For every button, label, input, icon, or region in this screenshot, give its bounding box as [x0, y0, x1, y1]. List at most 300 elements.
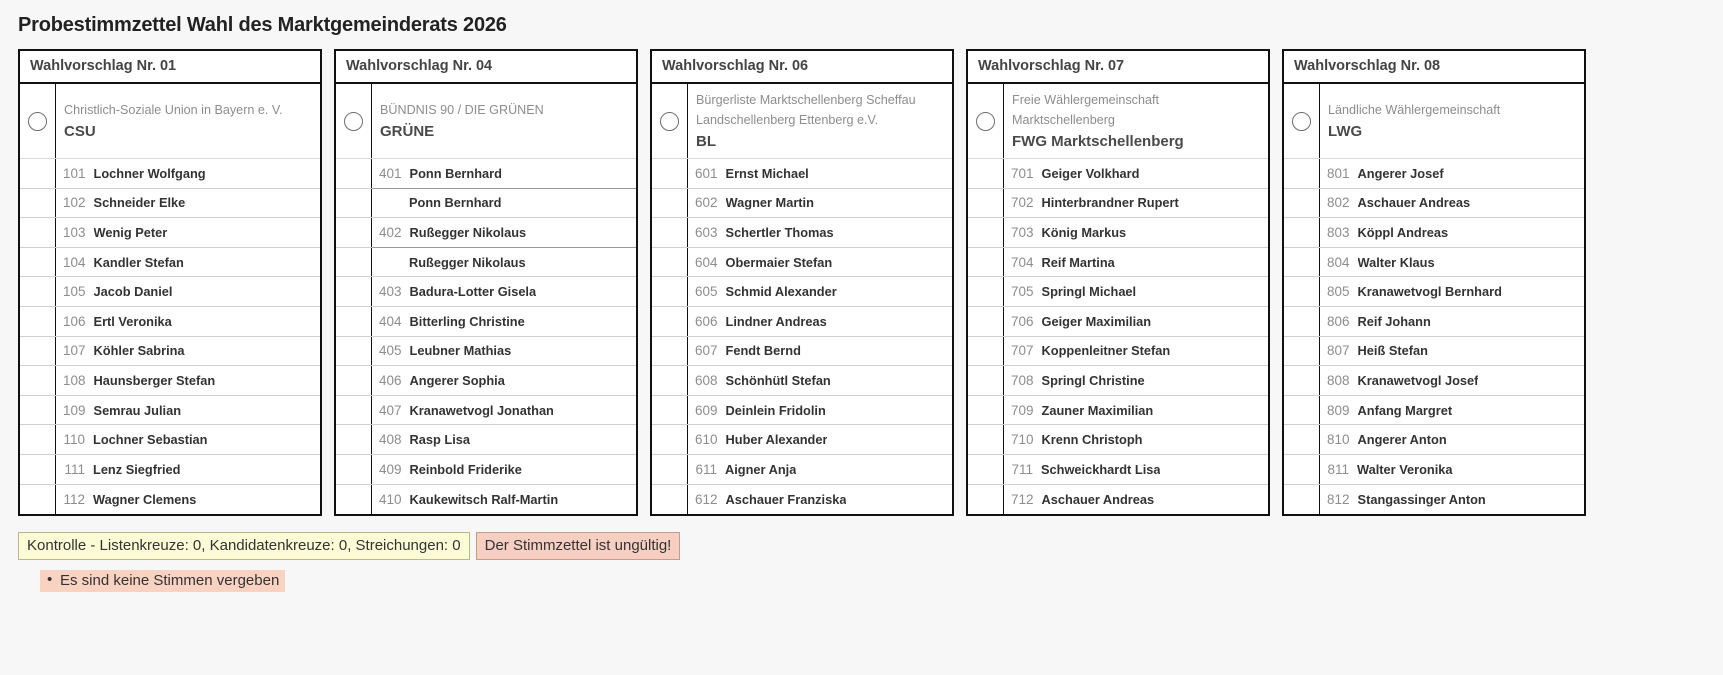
candidate-row[interactable]	[1284, 307, 1584, 337]
candidate-name: Geiger Volkhard	[1041, 165, 1140, 181]
candidate-body	[372, 396, 636, 425]
candidate-row[interactable]	[1284, 218, 1584, 248]
candidate-body	[56, 277, 320, 306]
candidate-row[interactable]	[652, 277, 952, 307]
candidate-body	[56, 248, 320, 277]
candidate-vote-cell[interactable]	[968, 159, 1004, 188]
candidate-number: 711	[1011, 461, 1033, 477]
candidate-vote-cell[interactable]	[20, 248, 56, 277]
candidate-body	[1320, 277, 1584, 306]
proposal-columns	[18, 49, 1723, 516]
party-block[interactable]	[336, 84, 636, 159]
candidate-body	[372, 485, 636, 515]
candidate-name: Rußegger Nikolaus	[409, 254, 526, 270]
candidate-vote-cell[interactable]	[336, 455, 372, 484]
candidate-number: 609	[695, 402, 718, 418]
candidate-row[interactable]	[652, 218, 952, 248]
candidate-row[interactable]	[20, 455, 320, 485]
candidate-vote-cell[interactable]	[1284, 455, 1320, 484]
candidate-row[interactable]	[20, 425, 320, 455]
candidate-vote-cell[interactable]	[336, 366, 372, 395]
candidate-row[interactable]	[20, 307, 320, 337]
candidate-name: Schönhütl Stefan	[725, 372, 831, 388]
page-title: Probestimmzettel Wahl des Marktgemeinderats 2026	[18, 14, 507, 36]
candidate-name: Reif Martina	[1041, 254, 1115, 270]
list-vote-radio-icon[interactable]	[976, 112, 995, 131]
candidate-vote-cell[interactable]	[652, 425, 688, 454]
candidate-name: Leubner Mathias	[409, 343, 512, 359]
candidate-row[interactable]	[968, 366, 1268, 396]
candidate-name: Huber Alexander	[725, 432, 828, 448]
candidate-body	[1320, 159, 1584, 188]
candidate-vote-cell[interactable]	[968, 189, 1004, 218]
candidate-row[interactable]	[968, 189, 1268, 219]
candidate-vote-cell[interactable]	[336, 277, 372, 306]
candidate-vote-cell[interactable]	[652, 455, 688, 484]
party-info	[56, 84, 320, 158]
candidate-row[interactable]	[968, 218, 1268, 248]
candidate-vote-cell[interactable]	[1284, 218, 1320, 247]
list-vote-radio-icon[interactable]	[344, 112, 363, 131]
candidate-number: 602	[695, 195, 718, 211]
candidate-vote-cell[interactable]	[968, 425, 1004, 454]
candidate-body	[372, 366, 636, 395]
candidate-row[interactable]	[968, 396, 1268, 426]
candidate-row[interactable]	[652, 248, 952, 278]
candidate-body	[1004, 455, 1268, 484]
candidate-vote-cell[interactable]	[1284, 307, 1320, 336]
candidate-number: 405	[379, 343, 402, 359]
candidate-name: Ponn Bernhard	[409, 165, 502, 181]
candidate-vote-cell[interactable]	[968, 307, 1004, 336]
candidate-body	[372, 455, 636, 484]
candidate-body	[688, 248, 952, 277]
ballot-validity-badge: Der Stimmzettel ist ungültig!	[476, 532, 681, 560]
candidate-row[interactable]	[1284, 337, 1584, 367]
candidate-row[interactable]	[20, 218, 320, 248]
candidate-body	[1004, 307, 1268, 336]
candidate-body	[688, 189, 952, 218]
candidate-vote-cell[interactable]	[1284, 485, 1320, 515]
candidate-body	[1004, 485, 1268, 515]
list-vote-radio-icon[interactable]	[660, 112, 679, 131]
candidate-vote-cell[interactable]	[20, 366, 56, 395]
candidate-vote-cell[interactable]	[1284, 337, 1320, 366]
candidate-vote-cell[interactable]	[1284, 425, 1320, 454]
candidate-vote-cell[interactable]	[336, 218, 372, 247]
candidate-row[interactable]	[968, 425, 1268, 455]
candidate-row[interactable]	[20, 248, 320, 278]
candidate-name: Kranawetvogl Jonathan	[409, 402, 554, 418]
candidate-name: Angerer Sophia	[409, 372, 505, 388]
candidate-row[interactable]	[1284, 366, 1584, 396]
candidate-row[interactable]	[336, 425, 636, 455]
candidate-vote-cell[interactable]	[652, 485, 688, 515]
candidate-name: Fendt Bernd	[725, 343, 801, 359]
candidate-row[interactable]	[968, 455, 1268, 485]
candidate-name: Angerer Josef	[1357, 165, 1444, 181]
candidate-vote-cell[interactable]	[652, 189, 688, 218]
candidate-number: 802	[1327, 195, 1350, 211]
candidate-vote-cell[interactable]	[968, 396, 1004, 425]
candidate-vote-cell[interactable]	[336, 248, 372, 277]
candidate-row[interactable]	[336, 248, 636, 278]
party-block[interactable]	[968, 84, 1268, 159]
candidate-name: Angerer Anton	[1357, 432, 1447, 448]
candidate-vote-cell[interactable]	[968, 218, 1004, 247]
candidate-vote-cell[interactable]	[1284, 159, 1320, 188]
candidate-body	[372, 337, 636, 366]
candidate-row[interactable]	[336, 485, 636, 515]
candidate-number: 605	[695, 284, 718, 300]
list-vote-radio-icon[interactable]	[1292, 112, 1311, 131]
candidate-vote-cell[interactable]	[652, 366, 688, 395]
candidate-name: Wenig Peter	[93, 224, 168, 240]
candidate-vote-cell[interactable]	[652, 307, 688, 336]
candidate-number: 708	[1011, 372, 1034, 388]
candidate-row[interactable]	[336, 337, 636, 367]
candidate-name: Koppenleitner Stefan	[1041, 343, 1171, 359]
candidate-vote-cell[interactable]	[336, 307, 372, 336]
candidate-vote-cell[interactable]	[336, 337, 372, 366]
candidate-body	[1320, 307, 1584, 336]
candidate-row[interactable]	[336, 159, 636, 189]
list-vote-cell[interactable]	[968, 84, 1004, 158]
candidate-body	[1004, 396, 1268, 425]
candidate-row[interactable]	[652, 396, 952, 426]
candidate-vote-cell[interactable]	[336, 396, 372, 425]
candidate-name: Rußegger Nikolaus	[409, 224, 527, 240]
candidate-vote-cell[interactable]	[20, 159, 56, 188]
candidate-vote-cell[interactable]	[20, 425, 56, 454]
candidate-row[interactable]	[1284, 159, 1584, 189]
list-vote-cell[interactable]	[20, 84, 56, 158]
candidate-row[interactable]	[20, 159, 320, 189]
party-block[interactable]	[20, 84, 320, 159]
party-info	[688, 84, 952, 158]
party-long-name: Ländliche Wählergemeinschaft	[1328, 103, 1501, 118]
candidate-row[interactable]	[336, 189, 636, 219]
candidate-number: 610	[695, 432, 718, 448]
candidate-name: Zauner Maximilian	[1041, 402, 1154, 418]
candidate-number: 712	[1011, 491, 1034, 507]
candidate-row[interactable]	[652, 485, 952, 515]
candidate-number: 102	[63, 195, 86, 211]
party-short-name: FWG Marktschellenberg	[1012, 132, 1184, 150]
candidate-number: 401	[379, 165, 402, 181]
candidate-number: 603	[695, 224, 718, 240]
candidate-name: Lenz Siegfried	[93, 461, 181, 477]
candidate-number: 611	[695, 461, 717, 477]
candidate-body	[372, 188, 636, 218]
candidate-name: Schweickhardt Lisa	[1041, 461, 1161, 477]
candidate-body	[56, 455, 320, 484]
candidate-name: Springl Michael	[1041, 284, 1137, 300]
candidate-row[interactable]	[1284, 396, 1584, 426]
candidate-vote-cell[interactable]	[20, 485, 56, 515]
list-vote-cell[interactable]	[652, 84, 688, 158]
candidate-number: 710	[1011, 432, 1034, 448]
party-long-name: Christlich-Soziale Union in Bayern e. V.	[64, 103, 283, 118]
candidate-row[interactable]	[1284, 485, 1584, 515]
candidate-name: Ertl Veronika	[93, 313, 172, 329]
candidate-name: Stangassinger Anton	[1357, 491, 1486, 507]
proposal-header: Wahlvorschlag Nr. 06	[652, 51, 952, 84]
candidate-name: Walter Klaus	[1357, 254, 1435, 270]
candidate-name: Aschauer Andreas	[1041, 491, 1155, 507]
candidate-body	[688, 307, 952, 336]
proposal-header: Wahlvorschlag Nr. 07	[968, 51, 1268, 84]
candidate-number: 112	[63, 491, 85, 507]
candidate-name: König Markus	[1041, 224, 1127, 240]
control-counter-box: Kontrolle - Listenkreuze: 0, Kandidatenkreuze: 0, Streichungen: 0	[18, 532, 470, 560]
candidate-row[interactable]	[1284, 425, 1584, 455]
candidate-number: 108	[63, 372, 86, 388]
candidate-name: Deinlein Fridolin	[725, 402, 826, 418]
candidate-name: Wagner Clemens	[93, 491, 197, 507]
candidate-row[interactable]	[968, 159, 1268, 189]
candidate-vote-cell[interactable]	[336, 485, 372, 515]
candidate-vote-cell[interactable]	[652, 396, 688, 425]
candidate-vote-cell[interactable]	[20, 189, 56, 218]
candidate-vote-cell[interactable]	[968, 485, 1004, 515]
candidate-name: Aschauer Andreas	[1357, 195, 1471, 211]
candidate-row[interactable]	[652, 366, 952, 396]
candidate-vote-cell[interactable]	[968, 455, 1004, 484]
party-long-name-line2: Landschellenberg Ettenberg e.V.	[696, 113, 879, 127]
candidate-body	[56, 396, 320, 425]
candidate-name: Hinterbrandner Rupert	[1041, 195, 1179, 211]
candidate-row[interactable]	[652, 189, 952, 219]
candidate-body	[1004, 218, 1268, 247]
candidate-body	[1004, 189, 1268, 218]
candidate-number: 612	[695, 491, 718, 507]
list-vote-radio-icon[interactable]	[28, 112, 47, 131]
candidate-row[interactable]	[652, 307, 952, 337]
candidate-name: Jacob Daniel	[93, 284, 173, 300]
candidate-number: 101	[63, 165, 86, 181]
candidate-vote-cell[interactable]	[652, 337, 688, 366]
candidate-body	[1004, 366, 1268, 395]
candidate-number: 702	[1011, 195, 1034, 211]
candidate-row[interactable]	[652, 455, 952, 485]
candidate-body	[56, 485, 320, 515]
candidate-body	[372, 307, 636, 336]
candidate-row[interactable]	[336, 396, 636, 426]
candidate-number: 103	[63, 224, 86, 240]
candidate-number: 107	[63, 343, 86, 359]
party-info	[372, 84, 636, 158]
candidate-name: Wagner Martin	[725, 195, 814, 211]
candidate-number: 803	[1327, 224, 1350, 240]
party-block[interactable]	[1284, 84, 1584, 159]
candidate-vote-cell[interactable]	[20, 396, 56, 425]
candidate-number: 709	[1011, 402, 1034, 418]
candidate-number: 607	[695, 343, 718, 359]
candidate-vote-cell[interactable]	[20, 307, 56, 336]
candidate-body	[1320, 337, 1584, 366]
candidate-vote-cell[interactable]	[652, 218, 688, 247]
party-short-name: GRÜNE	[380, 122, 435, 140]
candidate-number: 403	[379, 284, 402, 300]
candidate-vote-cell[interactable]	[652, 277, 688, 306]
candidate-vote-cell[interactable]	[652, 159, 688, 188]
candidate-body	[56, 337, 320, 366]
candidate-number: 406	[379, 372, 402, 388]
candidate-name: Heiß Stefan	[1357, 343, 1428, 359]
candidate-number: 409	[379, 461, 402, 477]
candidate-row[interactable]	[968, 248, 1268, 278]
candidate-vote-cell[interactable]	[968, 337, 1004, 366]
candidate-row[interactable]	[336, 366, 636, 396]
candidate-vote-cell[interactable]	[968, 277, 1004, 306]
candidate-name: Reif Johann	[1357, 313, 1431, 329]
candidate-body	[372, 218, 636, 247]
party-long-name: Bürgerliste Marktschellenberg Scheffau	[696, 93, 916, 108]
candidate-number: 104	[63, 254, 86, 270]
candidate-body	[1320, 189, 1584, 218]
candidate-number: 105	[63, 284, 86, 300]
candidate-body	[372, 277, 636, 306]
candidate-row[interactable]	[968, 485, 1268, 515]
candidate-row[interactable]	[20, 485, 320, 515]
candidate-body	[56, 425, 320, 454]
candidate-name: Ponn Bernhard	[409, 195, 502, 211]
candidate-name: Kranawetvogl Josef	[1357, 372, 1479, 388]
candidate-body	[56, 218, 320, 247]
candidate-number: 705	[1011, 284, 1034, 300]
candidate-name: Lindner Andreas	[725, 313, 827, 329]
candidate-vote-cell[interactable]	[336, 159, 372, 188]
candidate-name: Schertler Thomas	[725, 224, 834, 240]
candidate-name: Krenn Christoph	[1041, 432, 1143, 448]
candidate-number: 808	[1327, 372, 1350, 388]
proposal-header: Wahlvorschlag Nr. 04	[336, 51, 636, 84]
candidate-row[interactable]	[652, 425, 952, 455]
candidate-body	[56, 307, 320, 336]
proposal-header: Wahlvorschlag Nr. 08	[1284, 51, 1584, 84]
party-short-name: BL	[696, 132, 716, 150]
list-vote-cell[interactable]	[1284, 84, 1320, 158]
candidate-number: 402	[379, 224, 402, 240]
candidate-name: Springl Christine	[1041, 372, 1145, 388]
candidate-number: 608	[695, 372, 718, 388]
candidate-number: 701	[1011, 165, 1034, 181]
candidate-row[interactable]	[1284, 248, 1584, 278]
candidate-row[interactable]	[968, 277, 1268, 307]
candidate-vote-cell[interactable]	[968, 248, 1004, 277]
candidate-vote-cell[interactable]	[1284, 277, 1320, 306]
candidate-name: Geiger Maximilian	[1041, 313, 1152, 329]
candidate-row[interactable]	[652, 337, 952, 367]
candidate-vote-cell[interactable]	[1284, 189, 1320, 218]
candidate-row[interactable]	[1284, 455, 1584, 485]
candidate-row[interactable]	[336, 307, 636, 337]
candidate-body	[372, 425, 636, 454]
candidate-name: Aigner Anja	[725, 461, 797, 477]
candidate-row[interactable]	[20, 277, 320, 307]
candidate-vote-cell[interactable]	[20, 455, 56, 484]
candidate-vote-cell[interactable]	[1284, 366, 1320, 395]
candidate-body	[688, 485, 952, 515]
candidate-name: Badura-Lotter Gisela	[409, 284, 537, 300]
candidate-number: 704	[1011, 254, 1034, 270]
candidate-body	[688, 277, 952, 306]
candidate-name: Rasp Lisa	[409, 432, 470, 448]
candidate-row[interactable]	[336, 277, 636, 307]
candidate-vote-cell[interactable]	[20, 218, 56, 247]
candidate-number: 111	[64, 461, 85, 477]
candidate-vote-cell[interactable]	[1284, 396, 1320, 425]
candidate-row[interactable]	[336, 218, 636, 248]
validation-messages	[18, 570, 1723, 592]
candidate-number: 807	[1327, 343, 1350, 359]
candidate-body	[1320, 248, 1584, 277]
candidate-body	[56, 159, 320, 188]
candidate-vote-cell[interactable]	[336, 189, 372, 218]
candidate-row[interactable]	[336, 455, 636, 485]
candidate-row[interactable]	[20, 396, 320, 426]
proposal-column	[1282, 49, 1586, 516]
candidate-name: Lochner Wolfgang	[93, 165, 206, 181]
candidate-row[interactable]	[652, 159, 952, 189]
candidate-name: Haunsberger Stefan	[93, 372, 216, 388]
candidate-vote-cell[interactable]	[968, 366, 1004, 395]
candidate-body	[688, 159, 952, 188]
candidate-vote-cell[interactable]	[20, 277, 56, 306]
party-long-name-line2: Marktschellenberg	[1012, 113, 1115, 127]
candidate-body	[688, 425, 952, 454]
candidate-name: Aschauer Franziska	[725, 491, 847, 507]
candidate-name: Anfang Margret	[1357, 402, 1453, 418]
candidate-vote-cell[interactable]	[1284, 248, 1320, 277]
candidate-vote-cell[interactable]	[20, 337, 56, 366]
candidate-vote-cell[interactable]	[336, 425, 372, 454]
candidate-row[interactable]	[968, 307, 1268, 337]
candidate-number: 703	[1011, 224, 1034, 240]
candidate-body	[1320, 455, 1584, 484]
candidate-row[interactable]	[20, 366, 320, 396]
candidate-body	[688, 396, 952, 425]
candidate-number: 410	[379, 491, 402, 507]
candidate-body	[1320, 218, 1584, 247]
candidate-body	[1004, 248, 1268, 277]
candidate-name: Ernst Michael	[725, 165, 809, 181]
candidate-number: 109	[63, 402, 86, 418]
footer-status-bar	[18, 532, 1723, 560]
candidate-number: 604	[695, 254, 718, 270]
candidate-row[interactable]	[20, 189, 320, 219]
candidate-body	[1320, 366, 1584, 395]
candidate-number: 804	[1327, 254, 1350, 270]
candidate-vote-cell[interactable]	[652, 248, 688, 277]
candidate-name: Obermaier Stefan	[725, 254, 833, 270]
candidate-number: 806	[1327, 313, 1350, 329]
candidate-body	[688, 337, 952, 366]
candidate-body	[372, 247, 636, 277]
candidate-row[interactable]	[1284, 277, 1584, 307]
candidate-number: 811	[1327, 461, 1349, 477]
candidate-row[interactable]	[20, 337, 320, 367]
candidate-body	[688, 218, 952, 247]
candidate-row[interactable]	[968, 337, 1268, 367]
candidate-body	[1320, 485, 1584, 515]
party-short-name: CSU	[64, 122, 96, 140]
candidate-name: Köppl Andreas	[1357, 224, 1449, 240]
list-vote-cell[interactable]	[336, 84, 372, 158]
party-block[interactable]	[652, 84, 952, 159]
candidate-row[interactable]	[1284, 189, 1584, 219]
